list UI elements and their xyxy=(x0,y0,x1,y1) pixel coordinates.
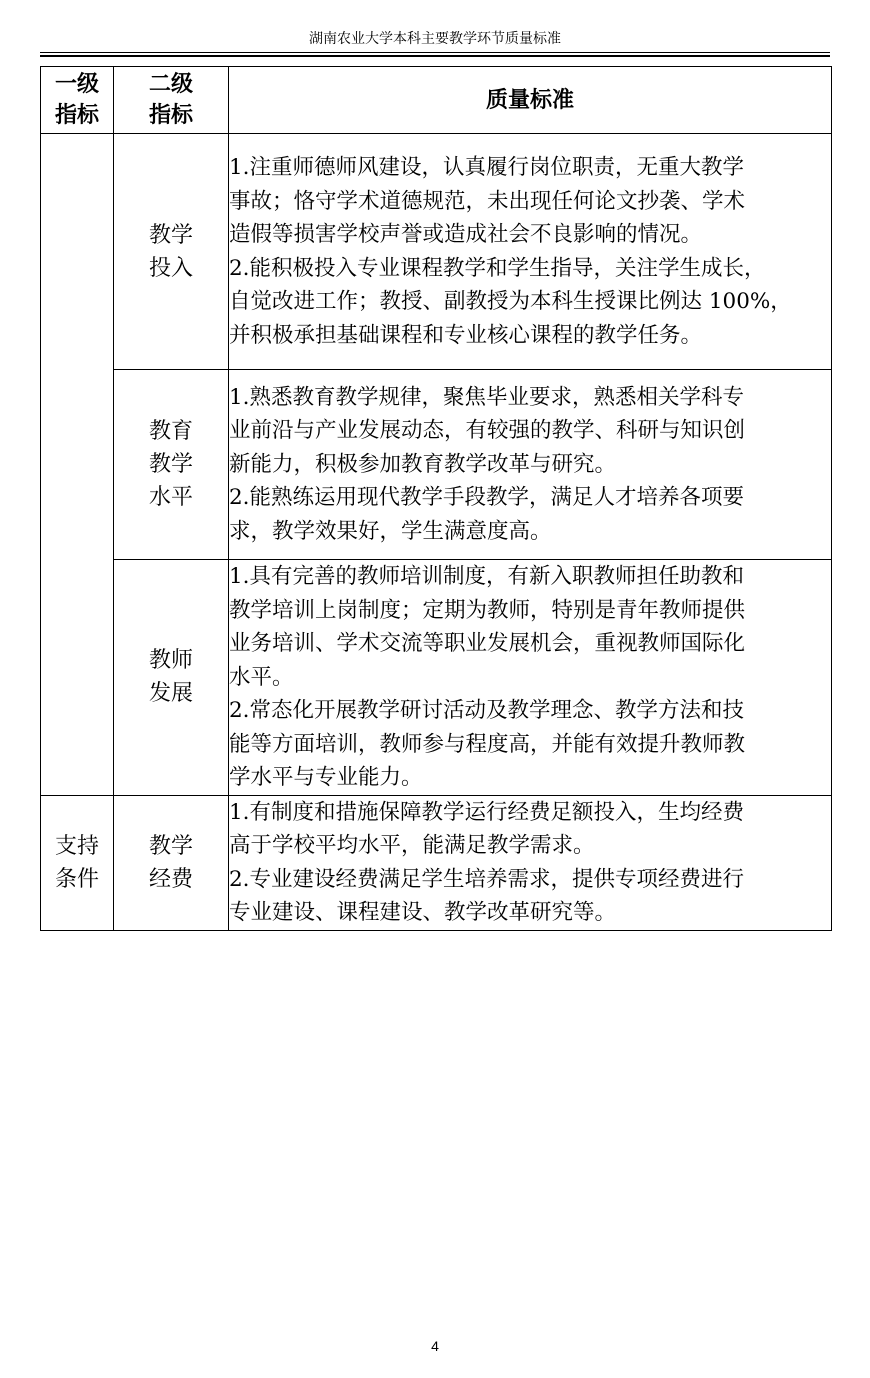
standard-line: 自觉改进工作；教授、副教授为本科生授课比例达 100%， xyxy=(229,289,792,314)
standard-line: 1.注重师德师风建设，认真履行岗位职责，无重大教学 xyxy=(229,155,745,180)
header-level1-line: 指标 xyxy=(54,102,99,128)
header-level1-indicator xyxy=(41,67,114,134)
level2-label-line: 经费 xyxy=(148,866,193,892)
standard-line: 1.有制度和措施保障教学运行经费足额投入，生均经费 xyxy=(229,799,745,825)
standard-line: 1.熟悉教育教学规律，聚焦毕业要求，熟悉相关学科专 xyxy=(229,384,745,410)
standard-line: 求，教学效果好，学生满意度高。 xyxy=(229,518,552,544)
standard-line: 专业建设、课程建设、教学改革研究等。 xyxy=(229,900,617,925)
level2-label-line: 教学 xyxy=(148,222,193,248)
level2-label-line: 教学 xyxy=(148,833,193,859)
standard-line: 高于学校平均水平，能满足教学需求。 xyxy=(229,833,595,858)
table-row xyxy=(41,134,832,370)
level2-label-line: 教学 xyxy=(148,452,193,477)
level2-label-line: 水平 xyxy=(148,485,193,510)
header-level2-line: 二级 xyxy=(148,71,193,97)
standard-line: 业前沿与产业发展动态，有较强的教学、科研与知识创 xyxy=(229,418,746,444)
table-row xyxy=(41,370,832,560)
standard-line: 事故；恪守学术道德规范，未出现任何论文抄袭、学术 xyxy=(229,188,746,214)
header-level2-indicator xyxy=(114,67,229,134)
level1-cell-empty xyxy=(41,134,114,796)
standard-line: 2.能积极投入专业课程教学和学生指导，关注学生成长， xyxy=(229,255,766,281)
header-level2-line: 指标 xyxy=(148,102,193,128)
standard-line: 能等方面培训，教师参与程度高，并能有效提升教师教 xyxy=(229,731,746,757)
quality-standards-table xyxy=(40,66,832,931)
standard-line: 新能力，积极参加教育教学改革与研究。 xyxy=(229,451,617,477)
level2-label-line: 投入 xyxy=(148,255,193,281)
level1-label-line: 条件 xyxy=(54,866,99,892)
header-quality-standard: 质量标准 xyxy=(229,67,832,134)
header-rule-thick xyxy=(40,55,830,57)
standard-cell xyxy=(229,370,832,560)
level2-label-line: 发展 xyxy=(148,681,193,707)
table-header-row xyxy=(41,67,832,134)
standard-line: 学水平与专业能力。 xyxy=(229,765,423,790)
standard-line: 2.专业建设经费满足学生培养需求，提供专项经费进行 xyxy=(229,866,745,892)
level2-cell xyxy=(114,560,229,796)
header-level1-line: 一级 xyxy=(54,71,99,97)
running-header: 湖南农业大学本科主要教学环节质量标准 xyxy=(309,31,561,47)
level2-cell xyxy=(114,134,229,370)
standard-cell xyxy=(229,795,832,930)
page-number: 4 xyxy=(431,1338,439,1354)
standard-line: 2.能熟练运用现代教学手段教学，满足人才培养各项要 xyxy=(229,485,745,511)
standard-line: 造假等损害学校声誉或造成社会不良影响的情况。 xyxy=(229,222,703,247)
standard-line: 业务培训、学术交流等职业发展机会，重视教师国际化 xyxy=(229,631,746,656)
level2-cell xyxy=(114,795,229,930)
level2-label-line: 教师 xyxy=(148,648,193,674)
standard-line: 水平。 xyxy=(229,664,294,690)
table-row xyxy=(41,795,832,930)
standard-line: 1.具有完善的教师培训制度，有新入职教师担任助教和 xyxy=(229,564,745,589)
standard-line: 2.常态化开展教学研讨活动及教学理念、教学方法和技 xyxy=(229,698,745,723)
standard-line: 并积极承担基础课程和专业核心课程的教学任务。 xyxy=(229,322,703,348)
level2-label-line: 教育 xyxy=(148,419,193,444)
level1-label-line: 支持 xyxy=(54,833,99,859)
table-row xyxy=(41,560,832,796)
level1-cell xyxy=(41,795,114,930)
standard-cell xyxy=(229,134,832,370)
header-rule xyxy=(40,52,830,53)
standard-line: 教学培训上岗制度；定期为教师，特别是青年教师提供 xyxy=(229,597,746,623)
level2-cell xyxy=(114,370,229,560)
standard-cell xyxy=(229,560,832,796)
